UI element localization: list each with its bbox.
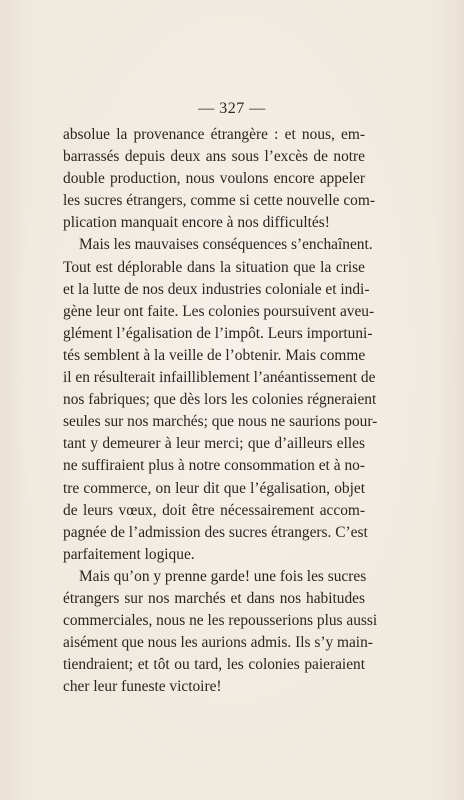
text-line: barrassés depuis deux ans sous l’excès de notre [63,148,365,166]
text-line: double production, nous voulons encore appeler [63,170,365,188]
text-line: de leurs vœux, doit être nécessairement accom- [63,501,365,519]
text-line: tant y demeurer à leur merci; que d’ailleurs elles [63,435,365,453]
text-line: glément l’égalisation de l’impôt. Leurs importuni- [63,324,373,342]
text-line: seules sur nos marchés; que nous ne saurions pour- [63,413,378,431]
paragraph-start-line: Mais qu’on y prenne garde! une fois les sucres [79,567,367,585]
text-line: absolue la provenance étrangère : et nous, em- [63,126,365,143]
paragraph-start-line: Mais les mauvaises conséquences s’enchaînent. [79,236,373,254]
text-line: tés semblent à la veille de l’obtenir. Mais comme [63,346,366,364]
text-line: et la lutte de nos deux industries coloniale et indi- [63,280,370,298]
text-line: aisément que nous les aurions admis. Ils s’y main- [63,634,373,652]
paragraph-end-line: cher leur funeste victoire! [63,678,222,696]
text-line: les sucres étrangers, comme si cette nouvelle com- [63,192,375,210]
text-line: gène leur ont faite. Les colonies poursuivent aveu- [63,302,375,320]
text-line: commerciales, nous ne les repousserions plus aussi [63,612,378,630]
text-line: Tout est déplorable dans la situation que la crise [63,258,365,276]
page-number: — 327 — [198,100,266,117]
text-line: pagnée de l’admission des sucres étrangers. C’est [63,523,368,541]
body-text [63,124,378,698]
text-line: tiendraient; et tôt ou tard, les colonies paieraient [63,656,365,674]
text-line: étrangers sur nos marchés et dans nos habitudes [63,589,365,607]
text-line: ne suffiraient plus à notre consommation et à no- [63,457,365,475]
text-line: tre commerce, on leur dit que l’égalisation, objet [63,479,365,497]
paragraph-end-line: plication manquait encore à nos difficultés! [63,214,330,232]
text-line: nos fabriques; que dès lors les colonies régneraient [63,391,377,409]
paragraph-end-line: parfaitement logique. [63,545,195,563]
text-line: il en résulterait infailliblement l’anéantissement de [63,369,376,387]
